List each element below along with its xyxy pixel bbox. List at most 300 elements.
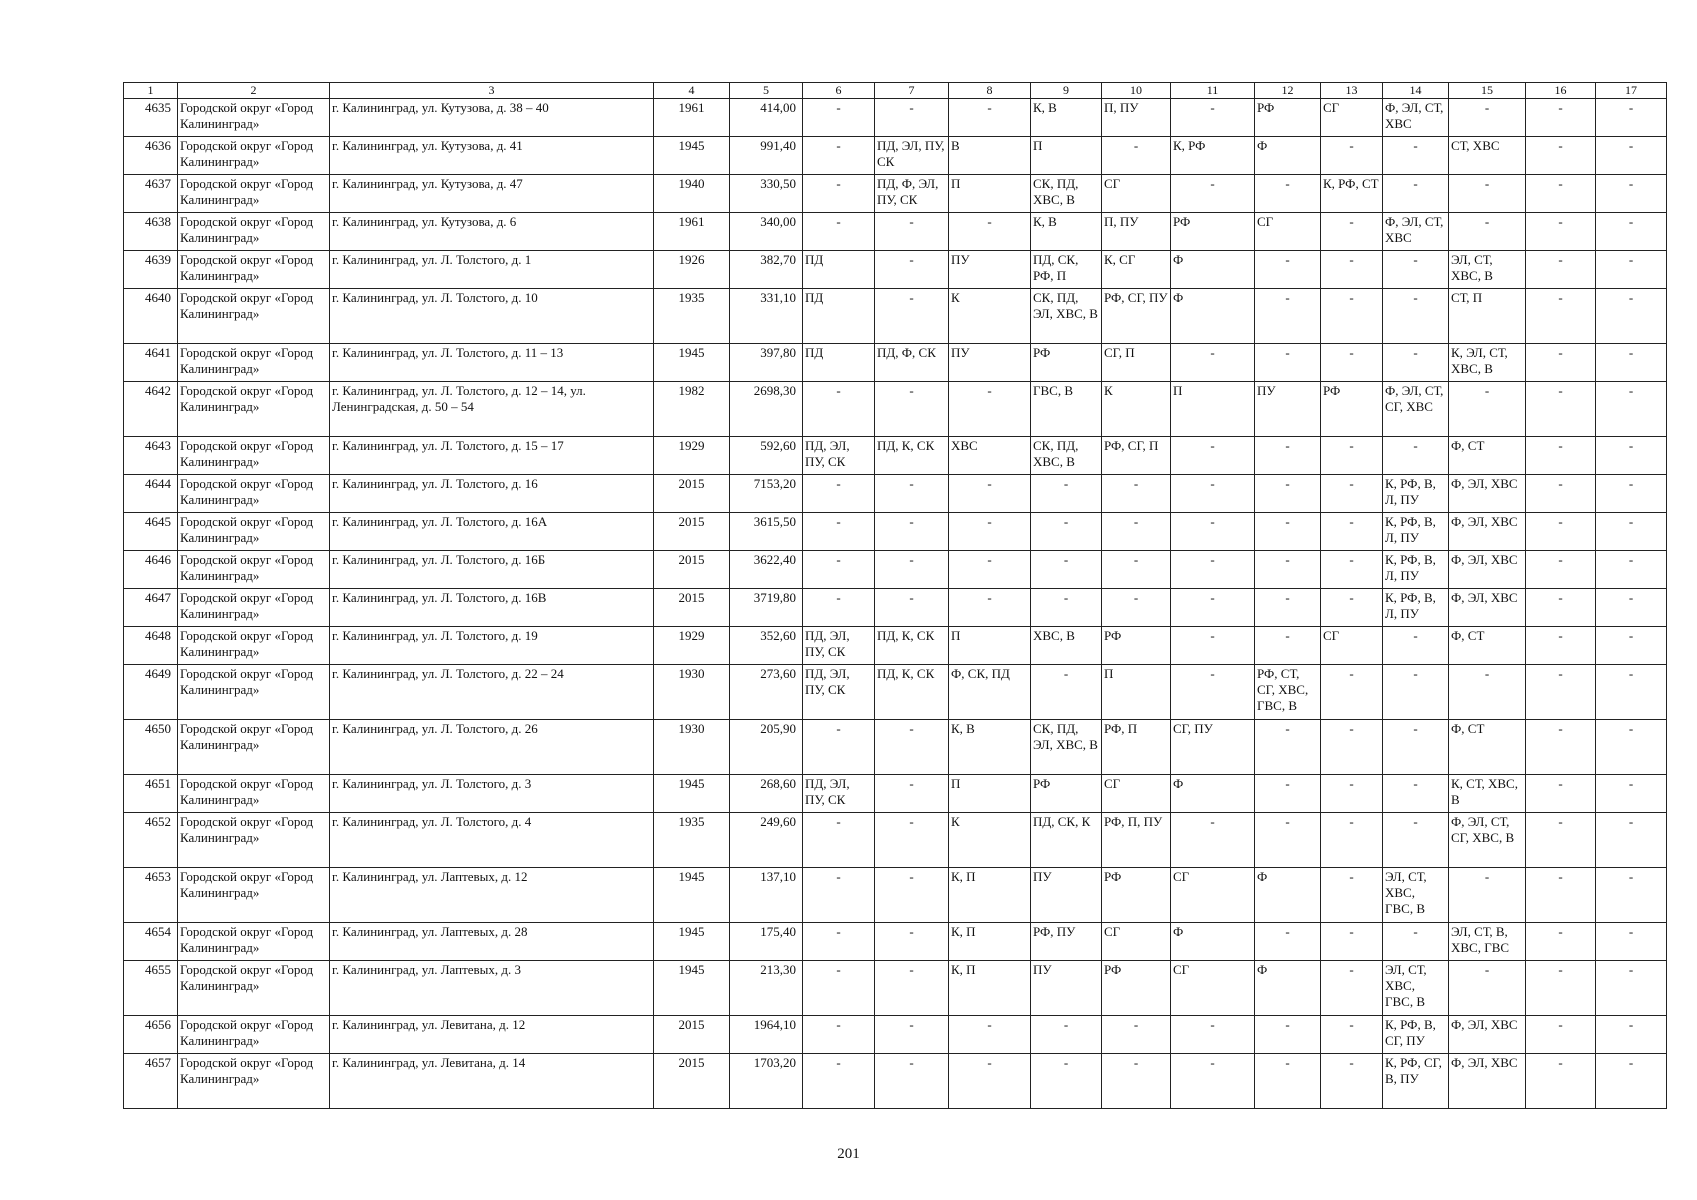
table-row: [124, 961, 1667, 1016]
table-cell: 1935: [654, 289, 730, 344]
table-cell: -: [1383, 665, 1449, 720]
table-cell: -: [1171, 1016, 1255, 1054]
table-cell: -: [1596, 99, 1667, 137]
column-header: 6: [803, 83, 875, 99]
table-cell: СГ: [1171, 961, 1255, 1016]
table-cell: ПД, Ф, ЭЛ, ПУ, СК: [875, 175, 949, 213]
table-cell: СГ, ПУ: [1171, 720, 1255, 775]
table-cell: Ф: [1255, 868, 1321, 923]
table-cell: 2015: [654, 1054, 730, 1109]
table-cell: -: [1526, 961, 1596, 1016]
table-cell: К, РФ, В, Л, ПУ: [1383, 475, 1449, 513]
table-cell: -: [1596, 513, 1667, 551]
column-header: 16: [1526, 83, 1596, 99]
table-cell: РФ: [1031, 344, 1102, 382]
table-cell: -: [1383, 437, 1449, 475]
table-cell: -: [1526, 868, 1596, 923]
table-cell: 4635: [124, 99, 178, 137]
table-cell: СГ: [1321, 627, 1383, 665]
table-cell: Городской округ «Город Калининград»: [178, 175, 330, 213]
table-cell: -: [1596, 923, 1667, 961]
column-header: 11: [1171, 83, 1255, 99]
table-cell: К, П: [949, 868, 1031, 923]
table-cell: -: [875, 923, 949, 961]
table-cell: -: [875, 775, 949, 813]
table-cell: -: [875, 289, 949, 344]
table-cell: Ф, ЭЛ, ХВС: [1449, 475, 1526, 513]
table-cell: -: [1102, 1016, 1171, 1054]
table-cell: СК, ПД, ХВС, В: [1031, 175, 1102, 213]
table-cell: -: [1321, 813, 1383, 868]
table-cell: -: [1102, 513, 1171, 551]
table-cell: К, П: [949, 923, 1031, 961]
table-cell: -: [875, 1016, 949, 1054]
table-cell: ПД, К, СК: [875, 437, 949, 475]
table-cell: -: [1321, 775, 1383, 813]
table-cell: -: [1171, 513, 1255, 551]
table-cell: -: [1321, 665, 1383, 720]
table-cell: -: [1596, 175, 1667, 213]
table-cell: -: [1526, 720, 1596, 775]
table-cell: -: [1526, 775, 1596, 813]
table-cell: -: [1383, 137, 1449, 175]
table-cell: -: [1449, 175, 1526, 213]
table-cell: Городской округ «Город Калининград»: [178, 289, 330, 344]
table-cell: СГ: [1255, 213, 1321, 251]
column-header: 1: [124, 83, 178, 99]
table-cell: Ф, ЭЛ, СТ, СГ, ХВС, В: [1449, 813, 1526, 868]
table-cell: 1929: [654, 627, 730, 665]
table-cell: -: [803, 513, 875, 551]
table-cell: -: [1102, 589, 1171, 627]
table-cell: Городской округ «Город Калининград»: [178, 513, 330, 551]
table-cell: Городской округ «Город Калининград»: [178, 665, 330, 720]
table-cell: -: [1383, 813, 1449, 868]
table-cell: -: [1596, 475, 1667, 513]
table-cell: СГ: [1321, 99, 1383, 137]
table-cell: Ф: [1255, 137, 1321, 175]
table-cell: 4638: [124, 213, 178, 251]
table-cell: -: [1526, 475, 1596, 513]
table-cell: -: [1102, 137, 1171, 175]
table-cell: -: [1596, 137, 1667, 175]
column-header: 2: [178, 83, 330, 99]
table-cell: -: [803, 175, 875, 213]
table-cell: Городской округ «Город Калининград»: [178, 382, 330, 437]
table-cell: -: [1171, 437, 1255, 475]
table-cell: ЭЛ, СТ, ХВС, В: [1449, 251, 1526, 289]
table-cell: 4640: [124, 289, 178, 344]
table-cell: ЭЛ, СТ, ХВС, ГВС, В: [1383, 868, 1449, 923]
table-cell: -: [1526, 513, 1596, 551]
table-cell: 1930: [654, 720, 730, 775]
table-cell: 3719,80: [730, 589, 803, 627]
column-header: 12: [1255, 83, 1321, 99]
table-cell: -: [1031, 1016, 1102, 1054]
table-cell: К, СТ, ХВС, В: [1449, 775, 1526, 813]
table-cell: РФ, СГ, ПУ: [1102, 289, 1171, 344]
table-row: [124, 720, 1667, 775]
table-cell: 3622,40: [730, 551, 803, 589]
table-cell: К, РФ, СТ: [1321, 175, 1383, 213]
table-cell: Городской округ «Город Калининград»: [178, 251, 330, 289]
table-cell: СК, ПД, ЭЛ, ХВС, В: [1031, 720, 1102, 775]
table-cell: -: [1321, 513, 1383, 551]
table-cell: РФ: [1171, 213, 1255, 251]
table-cell: -: [1526, 665, 1596, 720]
table-cell: -: [1171, 589, 1255, 627]
table-cell: -: [1321, 344, 1383, 382]
table-cell: 1940: [654, 175, 730, 213]
table-cell: -: [949, 213, 1031, 251]
table-cell: -: [949, 513, 1031, 551]
table-cell: -: [949, 589, 1031, 627]
table-cell: 4653: [124, 868, 178, 923]
table-cell: РФ, П: [1102, 720, 1171, 775]
table-cell: К, В: [1031, 213, 1102, 251]
table-cell: 414,00: [730, 99, 803, 137]
table-cell: Городской округ «Город Калининград»: [178, 1016, 330, 1054]
table-cell: ПУ: [949, 344, 1031, 382]
table-cell: -: [1171, 475, 1255, 513]
table-cell: -: [1596, 775, 1667, 813]
table-cell: К, В: [949, 720, 1031, 775]
table-cell: СК, ПД, ЭЛ, ХВС, В: [1031, 289, 1102, 344]
table-cell: -: [1526, 213, 1596, 251]
table-cell: г. Калининград, ул. Кутузова, д. 41: [330, 137, 654, 175]
table-cell: г. Калининград, ул. Л. Толстого, д. 12 – 14, ул. Ленинградская, д. 50 – 54: [330, 382, 654, 437]
table-cell: Ф, СТ: [1449, 627, 1526, 665]
table-cell: 205,90: [730, 720, 803, 775]
table-cell: -: [1321, 1054, 1383, 1109]
table-cell: -: [875, 213, 949, 251]
table-cell: 1964,10: [730, 1016, 803, 1054]
table-cell: -: [1171, 1054, 1255, 1109]
table-cell: ПД, К, СК: [875, 665, 949, 720]
table-cell: -: [949, 99, 1031, 137]
table-cell: 4642: [124, 382, 178, 437]
table-cell: г. Калининград, ул. Л. Толстого, д. 4: [330, 813, 654, 868]
table-row: [124, 99, 1667, 137]
table-cell: -: [1255, 720, 1321, 775]
table-cell: 330,50: [730, 175, 803, 213]
table-row: [124, 1016, 1667, 1054]
table-cell: 4654: [124, 923, 178, 961]
table-cell: ПУ: [1255, 382, 1321, 437]
table-cell: 382,70: [730, 251, 803, 289]
table-cell: -: [1526, 923, 1596, 961]
table-cell: -: [1526, 589, 1596, 627]
table-cell: П: [1171, 382, 1255, 437]
table-row: [124, 382, 1667, 437]
table-cell: -: [1449, 99, 1526, 137]
column-header: 4: [654, 83, 730, 99]
table-cell: -: [803, 99, 875, 137]
table-cell: 1935: [654, 813, 730, 868]
table-row: [124, 437, 1667, 475]
table-cell: -: [1255, 289, 1321, 344]
table-cell: -: [1526, 1054, 1596, 1109]
table-cell: -: [1102, 1054, 1171, 1109]
table-cell: К, В: [1031, 99, 1102, 137]
table-cell: Городской округ «Город Калининград»: [178, 137, 330, 175]
table-cell: К, РФ, В, Л, ПУ: [1383, 513, 1449, 551]
table-cell: ПД: [803, 344, 875, 382]
table-cell: -: [1449, 213, 1526, 251]
table-cell: -: [949, 475, 1031, 513]
table-cell: Ф, СТ: [1449, 720, 1526, 775]
table-cell: СГ: [1102, 175, 1171, 213]
table-cell: ПУ: [1031, 961, 1102, 1016]
table-cell: Ф, ЭЛ, ХВС: [1449, 1054, 1526, 1109]
table-cell: -: [1526, 551, 1596, 589]
table-cell: РФ: [1031, 775, 1102, 813]
table-cell: СТ, П: [1449, 289, 1526, 344]
table-cell: -: [1596, 437, 1667, 475]
table-cell: -: [803, 382, 875, 437]
table-cell: -: [803, 1054, 875, 1109]
table-cell: 4647: [124, 589, 178, 627]
table-cell: г. Калининград, ул. Л. Толстого, д. 22 – 24: [330, 665, 654, 720]
table-cell: -: [1321, 213, 1383, 251]
table-cell: -: [1321, 868, 1383, 923]
table-cell: -: [803, 813, 875, 868]
table-cell: 4643: [124, 437, 178, 475]
column-header: 9: [1031, 83, 1102, 99]
table-cell: -: [875, 1054, 949, 1109]
table-cell: К: [1102, 382, 1171, 437]
table-cell: -: [1596, 589, 1667, 627]
table-cell: г. Калининград, ул. Л. Толстого, д. 19: [330, 627, 654, 665]
table-cell: г. Калининград, ул. Лаптевых, д. 28: [330, 923, 654, 961]
table-cell: -: [875, 251, 949, 289]
table-cell: К, ЭЛ, СТ, ХВС, В: [1449, 344, 1526, 382]
table-row: [124, 1054, 1667, 1109]
table-cell: Ф, СК, ПД: [949, 665, 1031, 720]
table-cell: 213,30: [730, 961, 803, 1016]
table-cell: 2015: [654, 513, 730, 551]
table-cell: К: [949, 813, 1031, 868]
table-cell: -: [1255, 175, 1321, 213]
column-header: 15: [1449, 83, 1526, 99]
table-cell: П: [949, 775, 1031, 813]
table-cell: -: [1171, 99, 1255, 137]
table-cell: 2015: [654, 1016, 730, 1054]
table-cell: П: [949, 175, 1031, 213]
table-cell: ПУ: [1031, 868, 1102, 923]
table-cell: -: [1255, 1054, 1321, 1109]
column-header: 7: [875, 83, 949, 99]
table-cell: -: [1031, 1054, 1102, 1109]
table-cell: -: [1255, 775, 1321, 813]
table-cell: ПД, ЭЛ, ПУ, СК: [803, 627, 875, 665]
table-cell: -: [1255, 344, 1321, 382]
table-cell: -: [1031, 475, 1102, 513]
table-cell: -: [1321, 437, 1383, 475]
table-cell: -: [875, 551, 949, 589]
header-row: [124, 83, 1667, 99]
table-row: [124, 175, 1667, 213]
table-cell: СГ: [1171, 868, 1255, 923]
table-cell: К, РФ, В, СГ, ПУ: [1383, 1016, 1449, 1054]
table-cell: -: [1596, 1054, 1667, 1109]
table-cell: Городской округ «Город Калининград»: [178, 627, 330, 665]
table-cell: г. Калининград, ул. Л. Толстого, д. 16В: [330, 589, 654, 627]
table-cell: -: [1321, 251, 1383, 289]
table-cell: 2015: [654, 475, 730, 513]
table-cell: 352,60: [730, 627, 803, 665]
table-row: [124, 868, 1667, 923]
table-cell: РФ: [1321, 382, 1383, 437]
table-cell: 4648: [124, 627, 178, 665]
table-cell: -: [1383, 923, 1449, 961]
table-cell: -: [949, 1016, 1031, 1054]
table-cell: -: [803, 475, 875, 513]
table-cell: г. Калининград, ул. Л. Толстого, д. 26: [330, 720, 654, 775]
table-cell: 4652: [124, 813, 178, 868]
table-cell: К, РФ, СГ, В, ПУ: [1383, 1054, 1449, 1109]
table-row: [124, 251, 1667, 289]
table-cell: -: [1031, 589, 1102, 627]
table-cell: Ф: [1171, 289, 1255, 344]
table-cell: -: [875, 475, 949, 513]
table-cell: Ф: [1255, 961, 1321, 1016]
table-cell: К, РФ, В, Л, ПУ: [1383, 551, 1449, 589]
table-cell: РФ: [1102, 627, 1171, 665]
table-row: [124, 513, 1667, 551]
table-cell: г. Калининград, ул. Л. Толстого, д. 3: [330, 775, 654, 813]
table-cell: 4649: [124, 665, 178, 720]
table-cell: В: [949, 137, 1031, 175]
table-cell: 1945: [654, 344, 730, 382]
table-cell: -: [1171, 665, 1255, 720]
table-cell: 4641: [124, 344, 178, 382]
table-row: [124, 475, 1667, 513]
table-cell: -: [1596, 213, 1667, 251]
table-cell: СТ, ХВС: [1449, 137, 1526, 175]
table-cell: -: [1383, 720, 1449, 775]
page-number: 201: [837, 1146, 860, 1162]
table-cell: Ф, СТ: [1449, 437, 1526, 475]
table-cell: г. Калининград, ул. Левитана, д. 12: [330, 1016, 654, 1054]
table-cell: -: [803, 868, 875, 923]
column-header: 5: [730, 83, 803, 99]
table-cell: -: [1526, 251, 1596, 289]
table-cell: РФ, СТ, СГ, ХВС, ГВС, В: [1255, 665, 1321, 720]
table-cell: -: [1449, 868, 1526, 923]
table-cell: К, СГ: [1102, 251, 1171, 289]
table-cell: -: [875, 99, 949, 137]
table-cell: Городской округ «Город Калининград»: [178, 99, 330, 137]
table-cell: -: [803, 589, 875, 627]
table-cell: Ф: [1171, 923, 1255, 961]
column-header: 13: [1321, 83, 1383, 99]
table-cell: -: [1255, 551, 1321, 589]
table-cell: -: [1596, 720, 1667, 775]
table-cell: Городской округ «Город Калининград»: [178, 868, 330, 923]
table-cell: Городской округ «Город Калининград»: [178, 775, 330, 813]
table-cell: Ф, ЭЛ, СТ, СГ, ХВС: [1383, 382, 1449, 437]
table-cell: -: [1171, 813, 1255, 868]
table-cell: -: [803, 720, 875, 775]
table-cell: -: [1596, 627, 1667, 665]
table-cell: ПД, ЭЛ, ПУ, СК: [803, 665, 875, 720]
table-cell: СГ: [1102, 775, 1171, 813]
table-cell: -: [1255, 513, 1321, 551]
table-cell: 4644: [124, 475, 178, 513]
table-cell: -: [1171, 627, 1255, 665]
table-cell: -: [1321, 551, 1383, 589]
table-row: [124, 627, 1667, 665]
table-cell: 4655: [124, 961, 178, 1016]
table-cell: РФ: [1102, 868, 1171, 923]
table-cell: ГВС, В: [1031, 382, 1102, 437]
table-cell: -: [1321, 289, 1383, 344]
table-cell: 1945: [654, 137, 730, 175]
table-cell: К, П: [949, 961, 1031, 1016]
table-cell: -: [1321, 1016, 1383, 1054]
table-cell: г. Калининград, ул. Лаптевых, д. 3: [330, 961, 654, 1016]
table-cell: -: [875, 961, 949, 1016]
table-cell: -: [1383, 627, 1449, 665]
table-cell: П: [949, 627, 1031, 665]
table-cell: -: [803, 923, 875, 961]
table-cell: СК, ПД, ХВС, В: [1031, 437, 1102, 475]
table-cell: 4639: [124, 251, 178, 289]
table-cell: -: [1255, 813, 1321, 868]
table-cell: -: [1321, 720, 1383, 775]
table-cell: РФ: [1102, 961, 1171, 1016]
table-cell: 1945: [654, 775, 730, 813]
table-row: [124, 213, 1667, 251]
table-cell: 1961: [654, 213, 730, 251]
table-cell: -: [1321, 961, 1383, 1016]
table-cell: ПД, СК, К: [1031, 813, 1102, 868]
table-cell: -: [1526, 382, 1596, 437]
table-cell: -: [1031, 665, 1102, 720]
table-cell: -: [803, 213, 875, 251]
table-cell: г. Калининград, ул. Кутузова, д. 47: [330, 175, 654, 213]
table-cell: 137,10: [730, 868, 803, 923]
table-cell: -: [1526, 437, 1596, 475]
table-cell: 340,00: [730, 213, 803, 251]
table-cell: 2015: [654, 551, 730, 589]
table-cell: П, ПУ: [1102, 213, 1171, 251]
table-cell: -: [875, 868, 949, 923]
table-cell: -: [1255, 437, 1321, 475]
table-cell: 1703,20: [730, 1054, 803, 1109]
table-cell: -: [1383, 175, 1449, 213]
register-table: [123, 82, 1667, 1109]
table-cell: 2698,30: [730, 382, 803, 437]
table-body: [124, 83, 1667, 1109]
table-cell: г. Калининград, ул. Л. Толстого, д. 10: [330, 289, 654, 344]
register-table-container: [123, 82, 1667, 1109]
table-cell: 4650: [124, 720, 178, 775]
table-cell: -: [803, 137, 875, 175]
table-cell: К, РФ: [1171, 137, 1255, 175]
table-cell: 1929: [654, 437, 730, 475]
table-cell: 4636: [124, 137, 178, 175]
table-cell: Городской округ «Город Калининград»: [178, 475, 330, 513]
table-cell: ПД, ЭЛ, ПУ, СК: [803, 775, 875, 813]
table-cell: 1982: [654, 382, 730, 437]
table-cell: -: [1255, 589, 1321, 627]
table-cell: -: [875, 382, 949, 437]
table-cell: 4645: [124, 513, 178, 551]
table-cell: Ф, ЭЛ, ХВС: [1449, 513, 1526, 551]
table-cell: ПД: [803, 251, 875, 289]
